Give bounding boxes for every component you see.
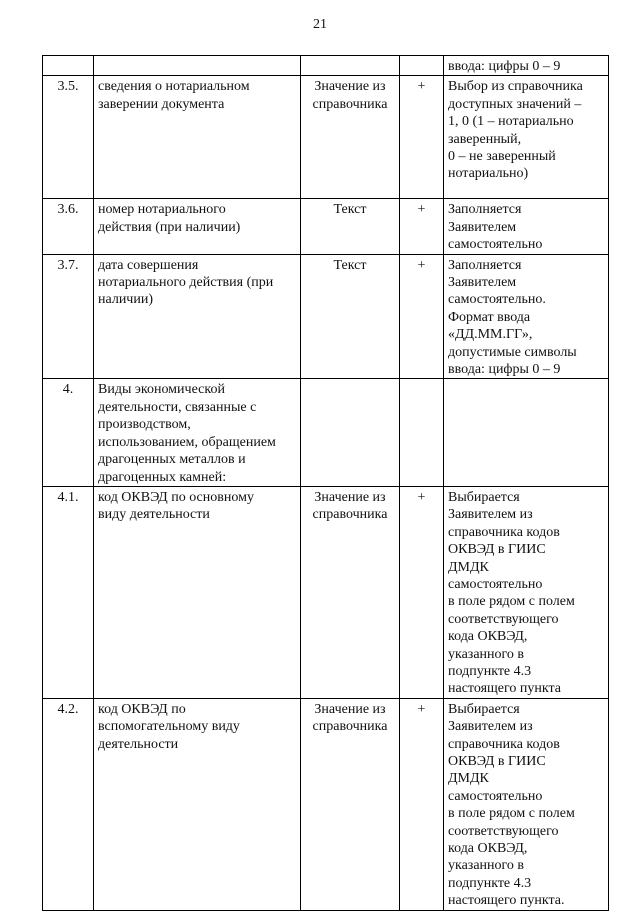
cell-text-line: в поле рядом с полем [448, 594, 575, 610]
cell-text-line: настоящего пункта. [448, 893, 565, 909]
cell-text-line: справочника кодов [448, 736, 560, 752]
cell-text-line: самостоятельно. [448, 292, 546, 308]
cell-text-line: ОКВЭД в ГИИС [448, 542, 546, 558]
cell-text-line: производством, [98, 417, 191, 433]
cell-text-line: справочника [312, 507, 388, 523]
cell-text-line: Заявителем [448, 219, 517, 235]
cell-text-line: заверенный, [448, 131, 522, 147]
requirements-table [42, 55, 609, 911]
cell-text-line: самостоятельно [448, 576, 543, 592]
cell-text-line: заверении документа [98, 96, 225, 112]
cell-text-line: драгоценных металлов и [98, 452, 246, 468]
item-number-cell: 4.1. [43, 486, 94, 698]
cell-text-line: Выбирается [448, 489, 520, 505]
item-number-cell: 4. [43, 379, 94, 486]
field-note-cell [444, 486, 609, 698]
cell-text-line: деятельности [98, 736, 179, 752]
field-note-cell [444, 56, 609, 76]
page-number: 21 [313, 17, 327, 32]
required-mark-cell: + [400, 486, 444, 698]
table-row [43, 56, 609, 76]
cell-text-line: самостоятельно [448, 788, 543, 804]
required-mark-cell: + [400, 76, 444, 199]
cell-text-line: использованием, обращением [98, 434, 276, 450]
cell-text-line: код ОКВЭД по [98, 701, 186, 717]
cell-text-line: Значение из [314, 79, 386, 95]
field-description-cell [94, 379, 301, 486]
cell-text-line: соответствующего [448, 823, 559, 839]
cell-text-line: подпункте 4.3 [448, 875, 532, 891]
cell-text-line: драгоценных камней: [98, 469, 227, 485]
cell-text-line: код ОКВЭД по основному [98, 489, 254, 505]
cell-text-line: самостоятельно [448, 237, 543, 253]
cell-text-line: Значение из [314, 701, 386, 717]
cell-text-line: 1, 0 (1 – нотариально [448, 114, 574, 130]
field-type-cell [301, 254, 400, 379]
item-number-cell: 3.6. [43, 199, 94, 254]
cell-text-line: настоящего пункта [448, 681, 562, 697]
required-mark-cell: + [400, 698, 444, 910]
cell-text-line: ОКВЭД в ГИИС [448, 754, 546, 769]
cell-text-line: в поле рядом с полем [448, 806, 575, 822]
item-number-cell: 3.5. [43, 76, 94, 199]
cell-text-line: Заявителем из [448, 719, 533, 735]
required-mark-cell [400, 56, 444, 76]
field-note-cell [444, 199, 609, 254]
table-row [43, 379, 609, 486]
table-row [43, 254, 609, 379]
table-row [43, 199, 609, 254]
required-mark-cell: + [400, 254, 444, 379]
cell-text-line: сведения о нотариальном [98, 79, 250, 95]
cell-text-line: Выбирается [448, 701, 520, 717]
cell-text-line: нотариально) [448, 166, 529, 182]
field-description-cell [94, 698, 301, 910]
field-note-cell [444, 698, 609, 910]
cell-text-line: справочника [312, 719, 388, 735]
cell-text-line: номер нотариального [98, 202, 226, 218]
field-description-cell [94, 199, 301, 254]
field-type-cell [301, 199, 400, 254]
field-note-cell [444, 379, 609, 486]
table-row [43, 698, 609, 910]
field-type-cell [301, 698, 400, 910]
cell-text-line: вспомогательному виду [98, 719, 240, 735]
cell-text-line: Заполняется [448, 202, 522, 218]
cell-text-line: Текст [333, 202, 367, 218]
item-number-cell: 3.7. [43, 254, 94, 379]
cell-text-line: соответствующего [448, 611, 559, 627]
cell-text-line: указанного в [448, 858, 525, 874]
item-number-cell [43, 56, 94, 76]
cell-text-line: допустимые символы [448, 344, 577, 360]
cell-text-line: Формат ввода [448, 309, 531, 325]
field-type-cell [301, 76, 400, 199]
table-row [43, 76, 609, 199]
cell-text-line: кода ОКВЭД, [448, 841, 528, 857]
field-note-cell [444, 76, 609, 199]
cell-text-line: Текст [333, 257, 367, 273]
cell-text-line: справочника [312, 96, 388, 112]
cell-text-line: кода ОКВЭД, [448, 629, 528, 645]
cell-text-line: указанного в [448, 646, 525, 662]
cell-text-line: доступных значений – [448, 96, 582, 112]
cell-text-line: Выбор из справочника [448, 79, 583, 95]
cell-text-line: действия (при наличии) [98, 219, 241, 235]
cell-text-line: наличии) [98, 292, 153, 308]
field-type-cell [301, 486, 400, 698]
cell-text-line: подпункте 4.3 [448, 663, 532, 679]
cell-text-line: ДМДК [448, 771, 489, 787]
cell-text-line: справочника кодов [448, 524, 560, 540]
field-description-cell [94, 486, 301, 698]
cell-text-line: «ДД.ММ.ГГ», [448, 327, 533, 343]
table-row [43, 486, 609, 698]
cell-text-line: Заявителем из [448, 507, 533, 523]
cell-text-line: виду деятельности [98, 507, 210, 523]
field-note-cell [444, 254, 609, 379]
field-description-cell [94, 56, 301, 76]
cell-text-line: Заполняется [448, 257, 522, 273]
cell-text-line: деятельности, связанные с [98, 399, 257, 415]
cell-text-line: Виды экономической [98, 382, 225, 398]
field-description-cell [94, 76, 301, 199]
required-mark-cell [400, 379, 444, 486]
cell-text-line: 0 – не заверенный [448, 149, 556, 165]
item-number-cell: 4.2. [43, 698, 94, 910]
cell-text-line: ввода: цифры 0 – 9 [448, 362, 561, 378]
required-mark-cell: + [400, 199, 444, 254]
cell-text-line: Заявителем [448, 275, 517, 291]
field-description-cell [94, 254, 301, 379]
cell-text-line: нотариального действия (при [98, 275, 274, 291]
cell-text-line: ДМДК [448, 559, 489, 575]
field-type-cell [301, 56, 400, 76]
cell-text-line: ввода: цифры 0 – 9 [448, 59, 561, 74]
field-type-cell [301, 379, 400, 486]
cell-text-line: дата совершения [98, 257, 199, 273]
cell-text-line: Значение из [314, 489, 386, 505]
